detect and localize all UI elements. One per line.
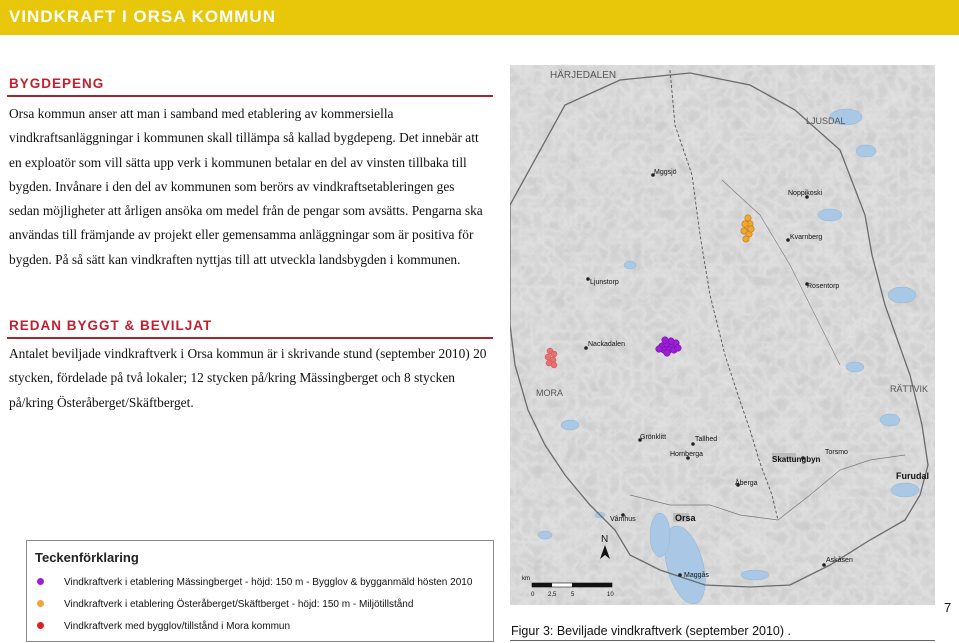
scale-tick-label: 2,5 [548,592,557,598]
region-label-rattvik: RÄTTVIK [890,384,929,394]
legend-title: Teckenförklaring [35,550,139,565]
section-heading-bygdepeng: BYGDEPENG [9,76,105,91]
place-label-hornberga: Hornberga [670,451,704,458]
place-label-maggas: Maggås [684,572,709,579]
text-line: bygden. På så sätt kan vindkraften nyttjas till att utveckla landsbygden i kommunen. [9,251,461,267]
section-divider [7,337,493,339]
place-label-nackadalen: Nackadalen [588,341,625,348]
region-label-mora: MORA [536,388,563,398]
text-line: Orsa kommun anser att man i samband med etablering av kommersiella [9,106,394,121]
place-label-gronklitt: Grönklitt [640,434,667,441]
legend-dot-purple-icon [37,578,44,585]
place-label-rosentorp: Rosentorp [807,283,840,290]
text-line: en exploatör som vill sätta upp verk i kommunen betalar en del av vinsten tillbaka till [9,154,467,170]
place-label-askasen: Askåsen [826,557,853,564]
figure-caption: Figur 3: Beviljade vindkraftverk (september 2010) . [511,624,791,638]
scale-tick-label: 10 [607,592,614,598]
scale-bar-segment [572,583,612,587]
wind-power-map [510,65,935,605]
place-label-tallhed: Tallhed [695,436,718,443]
region-label-ljusdal: LJUSDAL [806,116,846,126]
north-arrow-label: N [601,534,609,545]
section-heading-redan-byggt: REDAN BYGGT & BEVILJAT [9,318,213,333]
section-divider [7,95,493,97]
document-title: VINDKRAFT I ORSA KOMMUN [9,7,276,26]
text-line: sedan möjligheter att årligen ansöka om medel från de pengar som avsätts. Pengarna ska [9,203,483,219]
text-line: vindkraftsanläggningar i kommunen skall tillämpa så kallad bygdepeng. Det innebär att [9,130,479,146]
place-label-skattungbyn: Skattungbyn [772,455,821,464]
legend-item-label: Vindkraftverk i etablering Mässingberget - höjd: 150 m - Bygglov & bygganmäld hösten 2010 [64,577,473,588]
page-number: 7 [944,600,952,615]
legend-dot-red-icon [37,622,44,629]
legend-item-massingberget [37,577,472,588]
scale-tick-label: 0 [531,592,535,598]
text-line: på/kring Österåberget/Skäftberget. [9,394,194,410]
caption-divider [510,640,935,641]
turbines-mora [545,348,557,368]
text-line: bygden. Invånare i den del av kommunen som berörs av vindkraftsetableringen ges [9,178,455,194]
scale-unit: km [522,576,530,582]
place-label-furudal: Furudal [896,471,929,481]
legend-item-label: Vindkraftverk med bygglov/tillstånd i Mora kommun [64,621,291,632]
legend-item-label: Vindkraftverk i etablering Österåberget/Skäftberget - höjd: 150 m - Miljötillstånd [64,599,414,610]
region-label-harjedalen: HÄRJEDALEN [550,70,617,81]
place-label-torsmo: Torsmo [825,449,848,456]
section-body-redan-byggt [9,342,493,415]
place-label-noppikoski: Noppikoski [788,190,823,197]
text-line: stycken, fördelade på två lokaler; 12 stycken på/kring Mässingberget och 8 stycken [9,370,455,386]
scale-tick-label: 5 [571,592,575,598]
legend-item-mora [37,621,290,632]
place-label-ljunstorp: Ljunstorp [590,279,619,286]
legend-item-osteraberget [37,599,413,610]
legend-dot-orange-icon [37,600,44,607]
section-body-bygdepeng [9,102,493,272]
map-legend [26,540,494,642]
header-banner [0,0,959,35]
place-label-vamhus: Vâmhus [610,516,636,523]
place-label-kvarnberg: Kvarnberg [790,234,823,241]
place-label-mggsjo: Mggsjö [654,169,677,176]
place-label-orsa: Orsa [675,513,696,523]
text-line: användas till främjande av projekt eller gemensamma anläggningar som är positiva för [9,227,474,243]
place-label-aberga: Åberga [735,480,758,487]
text-line: Antalet beviljade vindkraftverk i Orsa kommun är i skrivande stund (september 2010) 20 [9,346,487,361]
scale-bar-segment [532,583,552,587]
